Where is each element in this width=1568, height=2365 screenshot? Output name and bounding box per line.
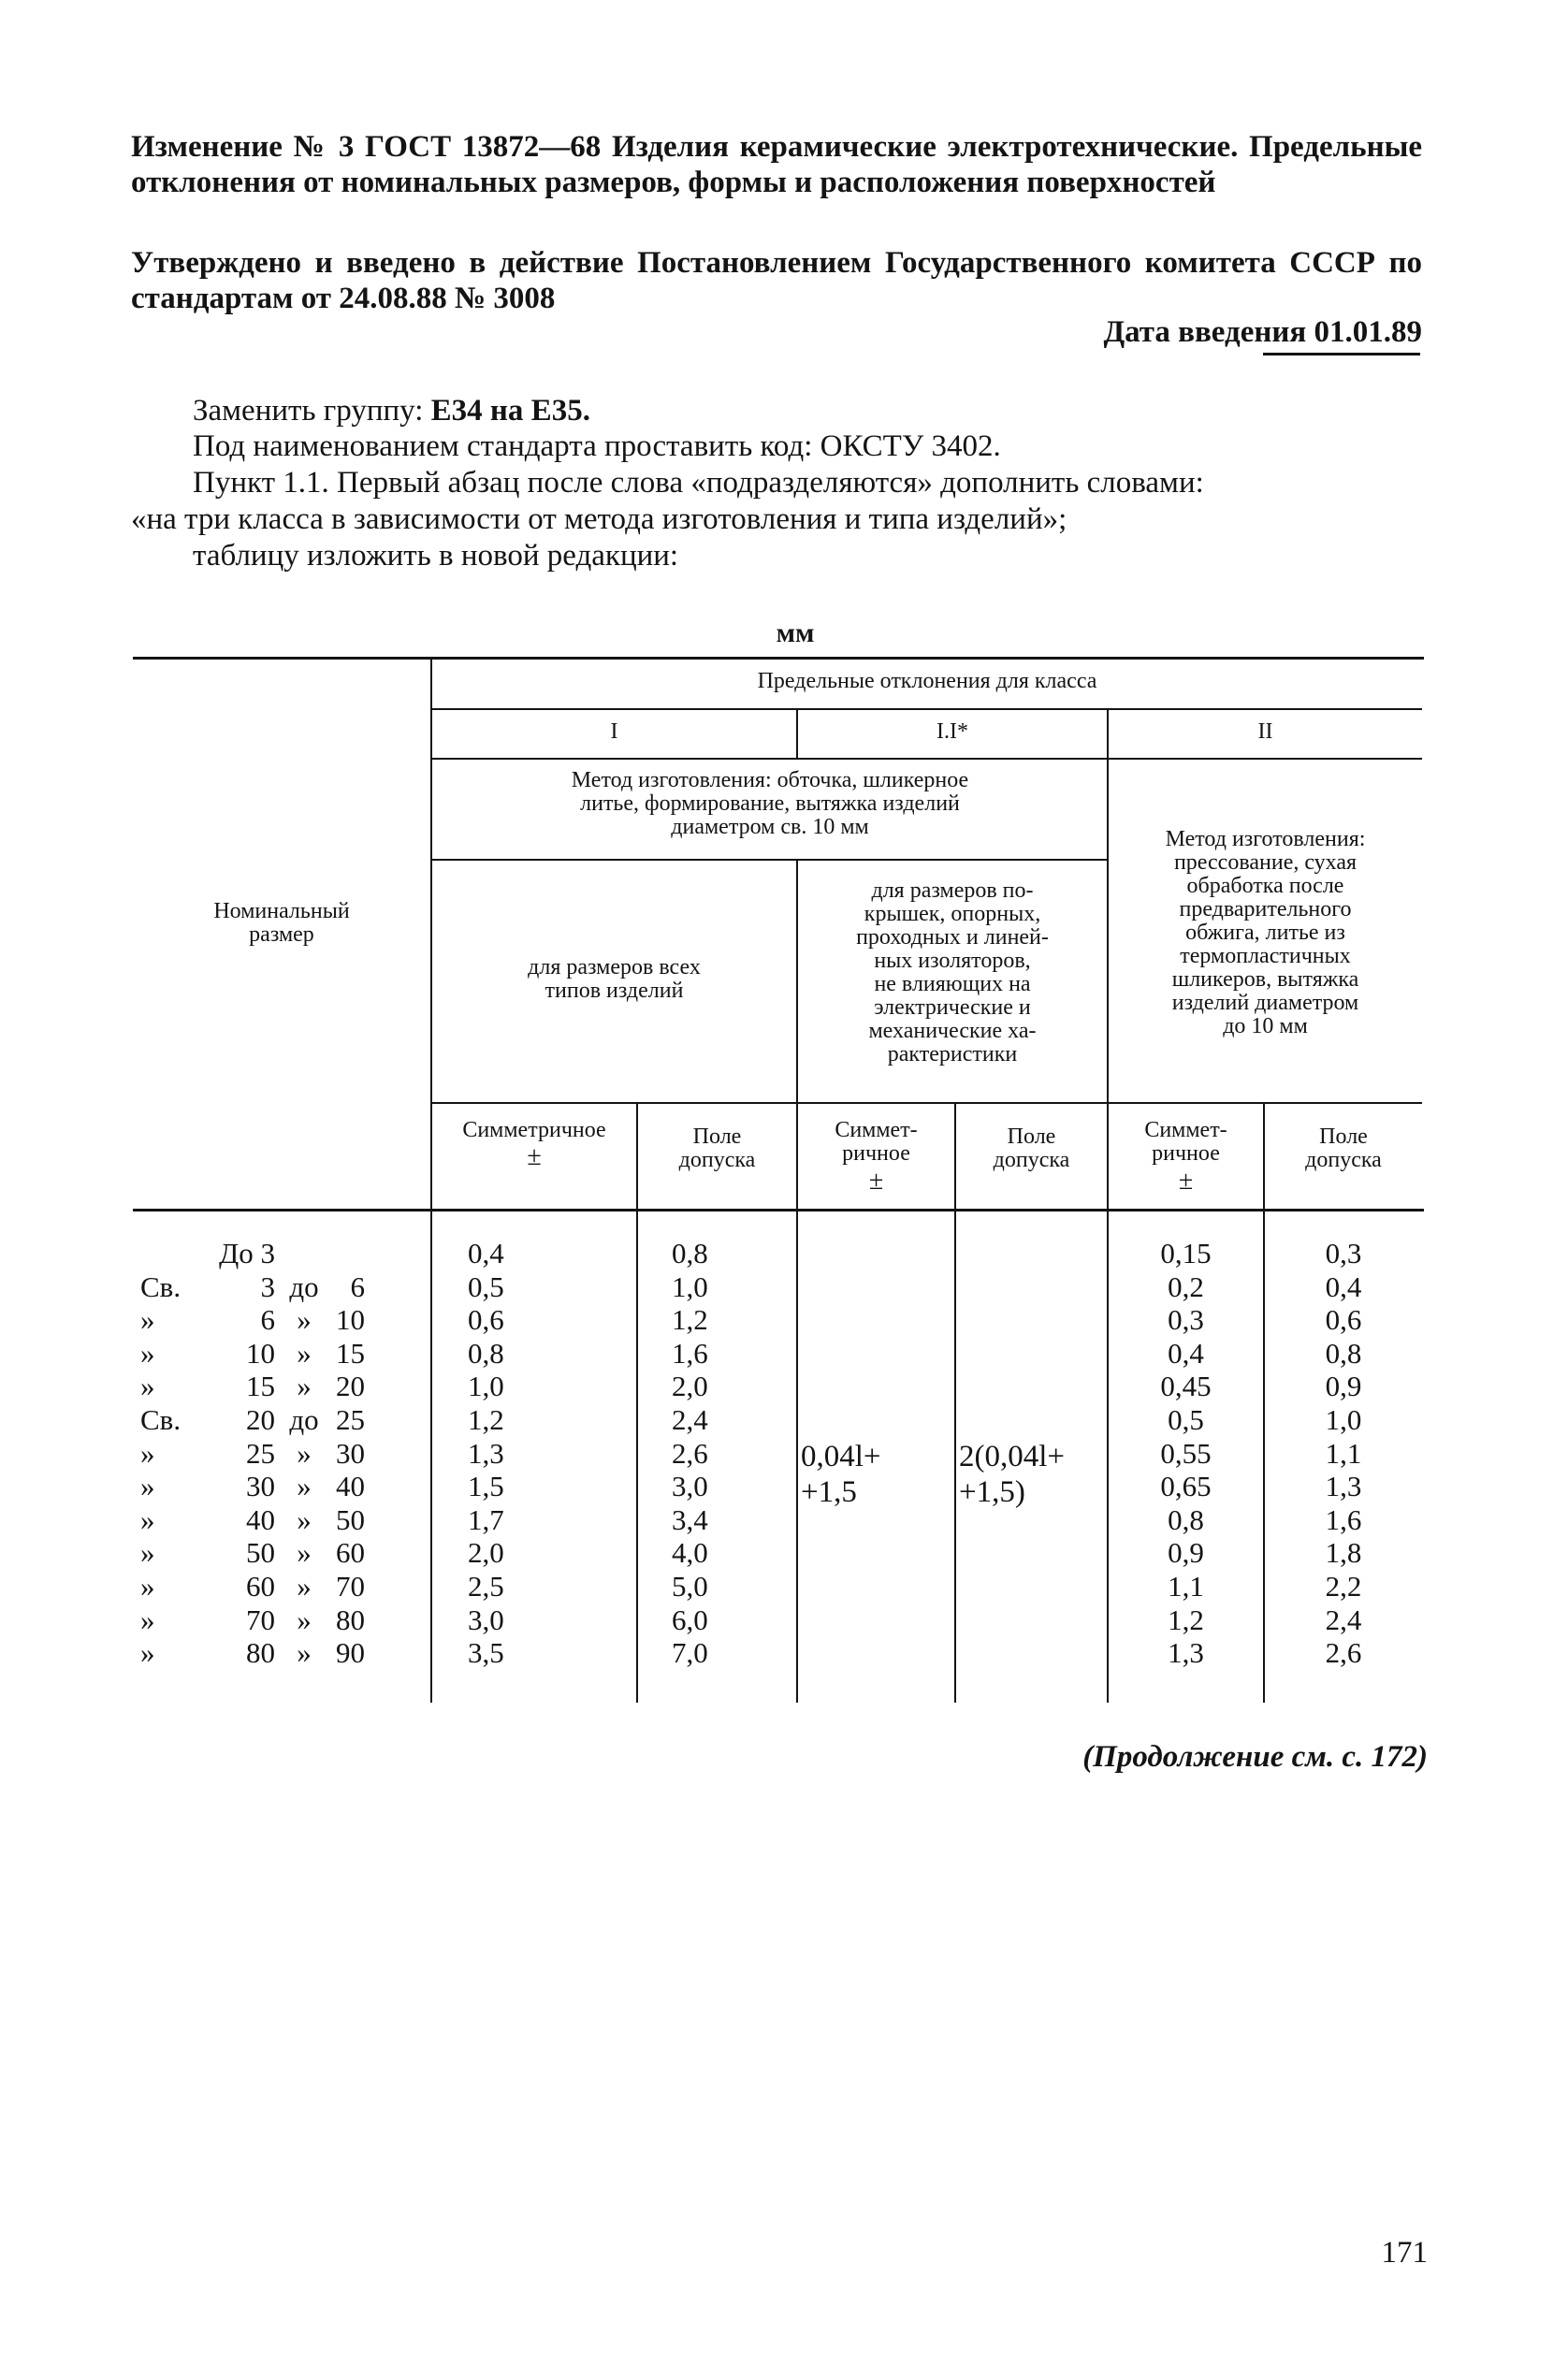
class-2-tolerance-column: 0,3 0,4 0,6 0,8 0,9 1,0 1,1 1,3 1,6 1,8 2,2 2,4 2,6 [1325, 1237, 1362, 1670]
vertical-rule-class1 [636, 1104, 638, 1703]
date-underline [1263, 353, 1420, 355]
group-replacement-text: Заменить группу: [193, 394, 424, 428]
continuation-note: (Продолжение см. с. 172) [1082, 1740, 1428, 1774]
page-number: 171 [1381, 2236, 1428, 2270]
okstu-line: Под наименованием стандарта проставить код: ОКСТУ 3402. [193, 429, 1001, 463]
table-top-rule [133, 657, 1424, 660]
tolerance-header-class-2: Поле допуска [1305, 1124, 1382, 1172]
class-2-header: II [1257, 719, 1273, 744]
class-1-symmetric-column: 0,4 0,5 0,6 0,8 1,0 1,2 1,3 1,5 1,7 2,0 2,5 3,0 3,5 [468, 1237, 504, 1670]
nominal-from-value-column: До 3 3 6 10 15 20 25 30 40 50 60 70 80 [219, 1237, 275, 1670]
rule-below-group-header [432, 708, 1422, 710]
rule-below-class-header [432, 758, 1422, 760]
plus-minus-class-2: ± [1178, 1167, 1194, 1196]
symmetric-header-class-2: Симмет- ричное [1144, 1118, 1227, 1166]
symmetric-header-class-1: Симметричное [462, 1118, 606, 1142]
subgroup-covers: для размеров по- крышек, опорных, проходных и линей- ных изоляторов, не влияющих на электрические и механические ха- рактеристики [856, 878, 1049, 1066]
class-1-1-tolerance-formula: 2(0,04l+ +1,5) [959, 1440, 1066, 1509]
class-1-header: I [610, 719, 618, 744]
method-class-1: Метод изготовления: обточка, шликерное литье, формирование, вытяжка изделий диаметром св. 10 мм [571, 768, 969, 839]
nominal-size-header: Номинальный размер [213, 899, 350, 947]
table-unit: мм [776, 617, 815, 648]
table-header-bottom-rule [133, 1209, 1424, 1212]
rule-below-method [432, 859, 1108, 861]
symmetric-header-class-1-1: Симмет- ричное [835, 1118, 918, 1166]
rule-below-subgroups [432, 1102, 1422, 1104]
class-1-tolerance-column: 0,8 1,0 1,2 1,6 2,0 2,4 2,6 3,0 3,4 4,0 5,0 6,0 7,0 [672, 1237, 708, 1670]
subgroup-all-types: для размеров всех типов изделий [528, 955, 701, 1003]
group-replacement [193, 393, 590, 428]
plus-minus-class-1: ± [527, 1142, 542, 1171]
item-paragraph-line-1: Пункт 1.1. Первый абзац после слова «подразделяются» дополнить словами: [193, 466, 1204, 500]
amendment-title: Изменение № 3 ГОСТ 13872—68 Изделия керамические электротехнические. Предельные отклонения от номинальных размеров, формы и расположения поверхностей [131, 130, 1422, 199]
plus-minus-class-1-1: ± [868, 1167, 884, 1196]
class-1-1-symmetric-formula: 0,04l+ +1,5 [801, 1440, 881, 1509]
nominal-to-prefix-column: до » » » до » » » » » » » [289, 1270, 319, 1670]
tolerance-header-class-1-1: Поле допуска [993, 1124, 1070, 1172]
tolerance-header-class-1: Поле допуска [678, 1124, 756, 1172]
item-paragraph-line-2: «на три класса в зависимости от метода изготовления и типа изделий»; [131, 502, 1067, 536]
method-class-2: Метод изготовления: прессование, сухая обработка после предварительного обжига, литье из термопластичных шликеров, вытяжка изделий диаметром до 10 мм [1165, 827, 1366, 1038]
deviations-group-header: Предельные отклонения для класса [757, 669, 1097, 693]
effective-date: Дата введения 01.01.89 [1103, 315, 1422, 349]
class-2-symmetric-column: 0,15 0,2 0,3 0,4 0,45 0,5 0,55 0,65 0,8 0,9 1,1 1,2 1,3 [1160, 1237, 1212, 1670]
approval-statement: Утверждено и введено в действие Постановлением Государственного комитета СССР по стандартам от 24.08.88 № 3008 [131, 246, 1422, 315]
vertical-rule-class11-inner [954, 1104, 956, 1703]
nominal-from-prefix-column: Св. » » » Св. » » » » » » » [140, 1270, 181, 1670]
class-1-1-header: I.I* [936, 719, 968, 744]
group-replacement-codes: Е34 на Е35. [430, 394, 590, 428]
nominal-to-value-column: 6 10 15 20 25 30 40 50 60 70 80 90 [336, 1270, 365, 1670]
table-intro: таблицу изложить в новой редакции: [193, 539, 679, 573]
